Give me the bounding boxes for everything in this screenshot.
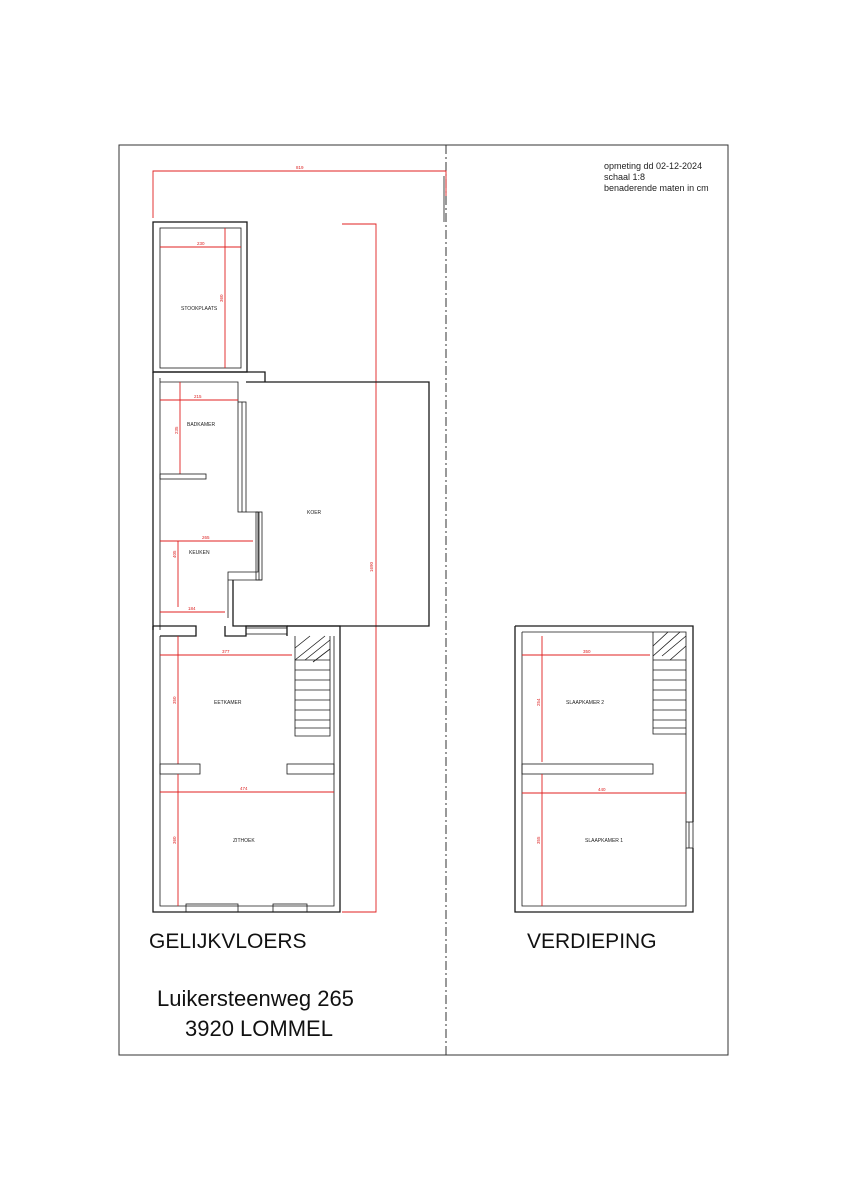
hall-dim	[160, 606, 225, 612]
svg-text:1690: 1690	[369, 561, 374, 572]
svg-text:KOER: KOER	[307, 510, 322, 516]
svg-text:230: 230	[197, 241, 205, 246]
room-badkamer	[160, 382, 238, 479]
svg-text:377: 377	[222, 649, 230, 654]
svg-text:350: 350	[583, 649, 591, 654]
svg-text:SLAAPKAMER 2: SLAAPKAMER 2	[566, 700, 605, 706]
svg-text:474: 474	[240, 786, 248, 791]
front-block-walls	[153, 626, 340, 912]
svg-text:350: 350	[172, 696, 177, 704]
room-keuken	[160, 535, 253, 618]
stair-upper	[653, 632, 686, 734]
approx-note: benaderende maten in cm	[604, 183, 709, 193]
svg-text:440: 440	[598, 787, 606, 792]
svg-text:215: 215	[194, 394, 202, 399]
ground-floor-title: GELIJKVLOERS	[149, 930, 307, 953]
svg-text:235: 235	[174, 426, 179, 434]
svg-text:KEUKEN: KEUKEN	[189, 550, 210, 556]
svg-text:STOOKPLAATS: STOOKPLAATS	[181, 306, 218, 312]
room-stookplaats	[153, 222, 247, 372]
stair-ground	[295, 636, 330, 736]
svg-text:360: 360	[172, 836, 177, 844]
address-street: Luikersteenweg 265	[157, 986, 354, 1011]
svg-text:EETKAMER: EETKAMER	[214, 700, 242, 706]
rear-block-walls	[153, 372, 265, 630]
svg-text:SLAAPKAMER 1: SLAAPKAMER 1	[585, 838, 624, 844]
survey-date-note: opmeting dd 02-12-2024	[604, 161, 703, 171]
svg-text:355: 355	[536, 836, 541, 844]
svg-text:254: 254	[536, 698, 541, 706]
scale-note: schaal 1:8	[604, 172, 646, 182]
svg-text:265: 265	[202, 535, 210, 540]
room-slaapkamer-2	[522, 636, 650, 762]
room-zithoek	[160, 774, 334, 906]
total-length-dim	[342, 224, 376, 912]
svg-text:BADKAMER: BADKAMER	[187, 422, 216, 428]
room-slaapkamer-1	[522, 774, 686, 906]
svg-text:360: 360	[219, 294, 224, 302]
address-city: 3920 LOMMEL	[185, 1016, 333, 1041]
svg-text:184: 184	[188, 606, 196, 611]
svg-text:819: 819	[296, 165, 304, 170]
page-frame	[119, 145, 728, 1055]
total-width-dim	[153, 165, 446, 218]
room-eetkamer	[160, 636, 334, 774]
svg-text:ZITHOEK: ZITHOEK	[233, 838, 255, 844]
svg-text:405: 405	[172, 550, 177, 558]
room-koer	[233, 382, 429, 626]
upper-floor-title: VERDIEPING	[527, 930, 657, 953]
